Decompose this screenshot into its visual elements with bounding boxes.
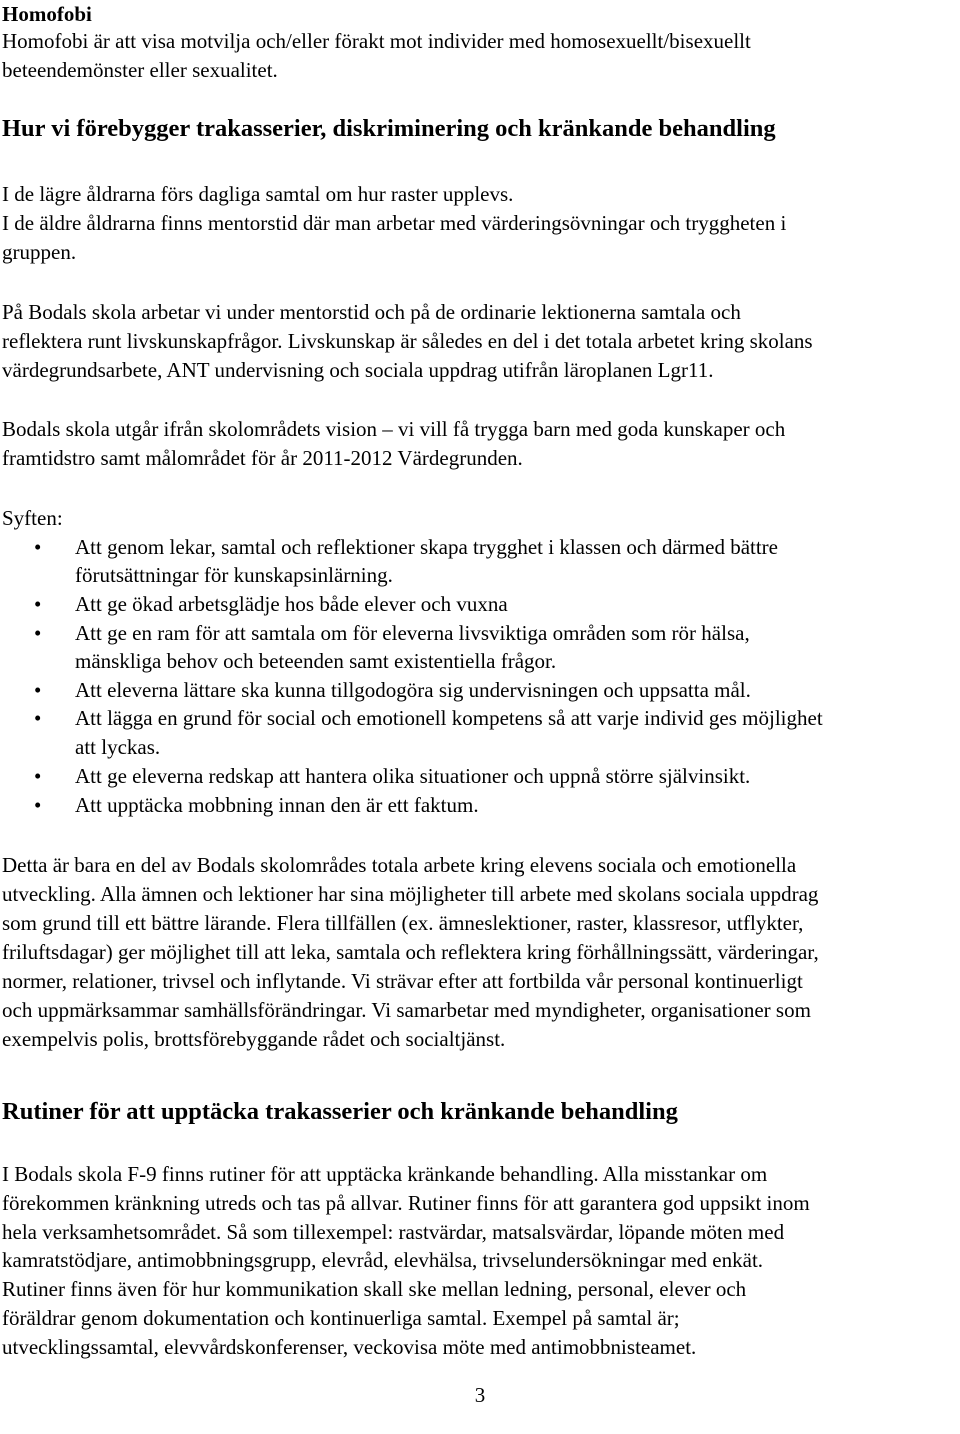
body-line: förekommen kränkning utreds och tas på allvar. Rutiner finns för att garantera god uppsikt inom — [2, 1191, 810, 1215]
body-line: beteendemönster eller sexualitet. — [2, 58, 278, 82]
body-line: normer, relationer, trivsel och inflytande. Vi strävar efter att fortbilda vår personal kontinuerligt — [2, 969, 803, 993]
body-line: I Bodals skola F-9 finns rutiner för att upptäcka kränkande behandling. Alla misstankar om — [2, 1162, 768, 1186]
body-line: reflektera runt livskunskapfrågor. Livskunskap är således en del i det totala arbetet kring skolans — [2, 329, 813, 353]
body-line: I de äldre åldrarna finns mentorstid där man arbetar med värderingsövningar och tryggheten i — [2, 211, 787, 235]
body-line: hela verksamhetsområdet. Så som tillexempel: rastvärdar, matsalsvärdar, löpande möten med — [2, 1220, 785, 1244]
list-label: Syften: — [2, 506, 63, 530]
body-line: friluftsdagar) ger möjlighet till att leka, samtala och reflektera kring förhållningssätt, värderingar, — [2, 940, 819, 964]
section-heading: Hur vi förebygger trakasserier, diskriminering och kränkande behandling — [2, 115, 776, 142]
bullet-icon: • — [34, 621, 42, 645]
body-line: gruppen. — [2, 240, 77, 264]
list-item: Att lägga en grund för social och emotionell kompetens så att varje individ ges möjlighet — [75, 706, 823, 730]
list-item: Att eleverna lättare ska kunna tillgodogöra sig undervisningen och uppsatta mål. — [75, 678, 751, 702]
list-item: Att ge ökad arbetsglädje hos både elever och vuxna — [75, 592, 508, 616]
body-line: värdegrundsarbete, ANT undervisning och sociala uppdrag utifrån läroplanen Lgr11. — [2, 358, 714, 382]
body-line: exempelvis polis, brottsförebyggande rådet och socialtjänst. — [2, 1027, 506, 1051]
list-item: mänskliga behov och beteenden samt existentiella frågor. — [75, 649, 557, 673]
body-line: Homofobi är att visa motvilja och/eller förakt mot individer med homosexuellt/bisexuellt — [2, 29, 751, 53]
body-line: I de lägre åldrarna förs dagliga samtal om hur raster upplevs. — [2, 182, 514, 206]
bullet-icon: • — [34, 535, 42, 559]
body-line: Rutiner finns även för hur kommunikation skall ske mellan ledning, personal, elever och — [2, 1277, 747, 1301]
list-item: att lyckas. — [75, 735, 161, 759]
body-line: Bodals skola utgår ifrån skolområdets vision – vi vill få trygga barn med goda kunskaper och — [2, 417, 786, 441]
bullet-icon: • — [34, 706, 42, 730]
bullet-icon: • — [34, 678, 42, 702]
body-line: På Bodals skola arbetar vi under mentorstid och på de ordinarie lektionerna samtala och — [2, 300, 741, 324]
body-line: och uppmärksammar samhällsförändringar. Vi samarbetar med myndigheter, organisationer som — [2, 998, 811, 1022]
list-item: Att genom lekar, samtal och reflektioner skapa trygghet i klassen och därmed bättre — [75, 535, 778, 559]
section-heading: Rutiner för att upptäcka trakasserier och kränkande behandling — [2, 1098, 678, 1125]
body-line: kamratstödjare, antimobbningsgrupp, elevråd, elevhälsa, trivselundersökningar med enkät. — [2, 1248, 764, 1272]
list-item: Att ge eleverna redskap att hantera olika situationer och uppnå större självinsikt. — [75, 764, 751, 788]
body-line: framtidstro samt målområdet för år 2011-2012 Värdegrunden. — [2, 446, 523, 470]
body-line: som grund till ett bättre lärande. Flera tillfällen (ex. ämneslektioner, raster, klassresor, utflykter, — [2, 911, 804, 935]
body-line: Detta är bara en del av Bodals skolområdes totala arbete kring elevens sociala och emotionella — [2, 853, 797, 877]
list-item: förutsättningar för kunskapsinlärning. — [75, 563, 393, 587]
bullet-icon: • — [34, 793, 42, 817]
list-item: Att ge en ram för att samtala om för eleverna livsviktiga områden som rör hälsa, — [75, 621, 750, 645]
body-line: föräldrar genom dokumentation och kontinuerliga samtal. Exempel på samtal är; — [2, 1306, 680, 1330]
bullet-icon: • — [34, 592, 42, 616]
list-item: Att upptäcka mobbning innan den är ett faktum. — [75, 793, 479, 817]
page-number: 3 — [474, 1383, 486, 1407]
section-title: Homofobi — [2, 2, 92, 26]
body-line: utveckling. Alla ämnen och lektioner har sina möjligheter till arbete med skolans sociala uppdrag — [2, 882, 819, 906]
body-line: utvecklingssamtal, elevvårdskonferenser, veckovisa möte med antimobbnisteamet. — [2, 1335, 697, 1359]
bullet-icon: • — [34, 764, 42, 788]
